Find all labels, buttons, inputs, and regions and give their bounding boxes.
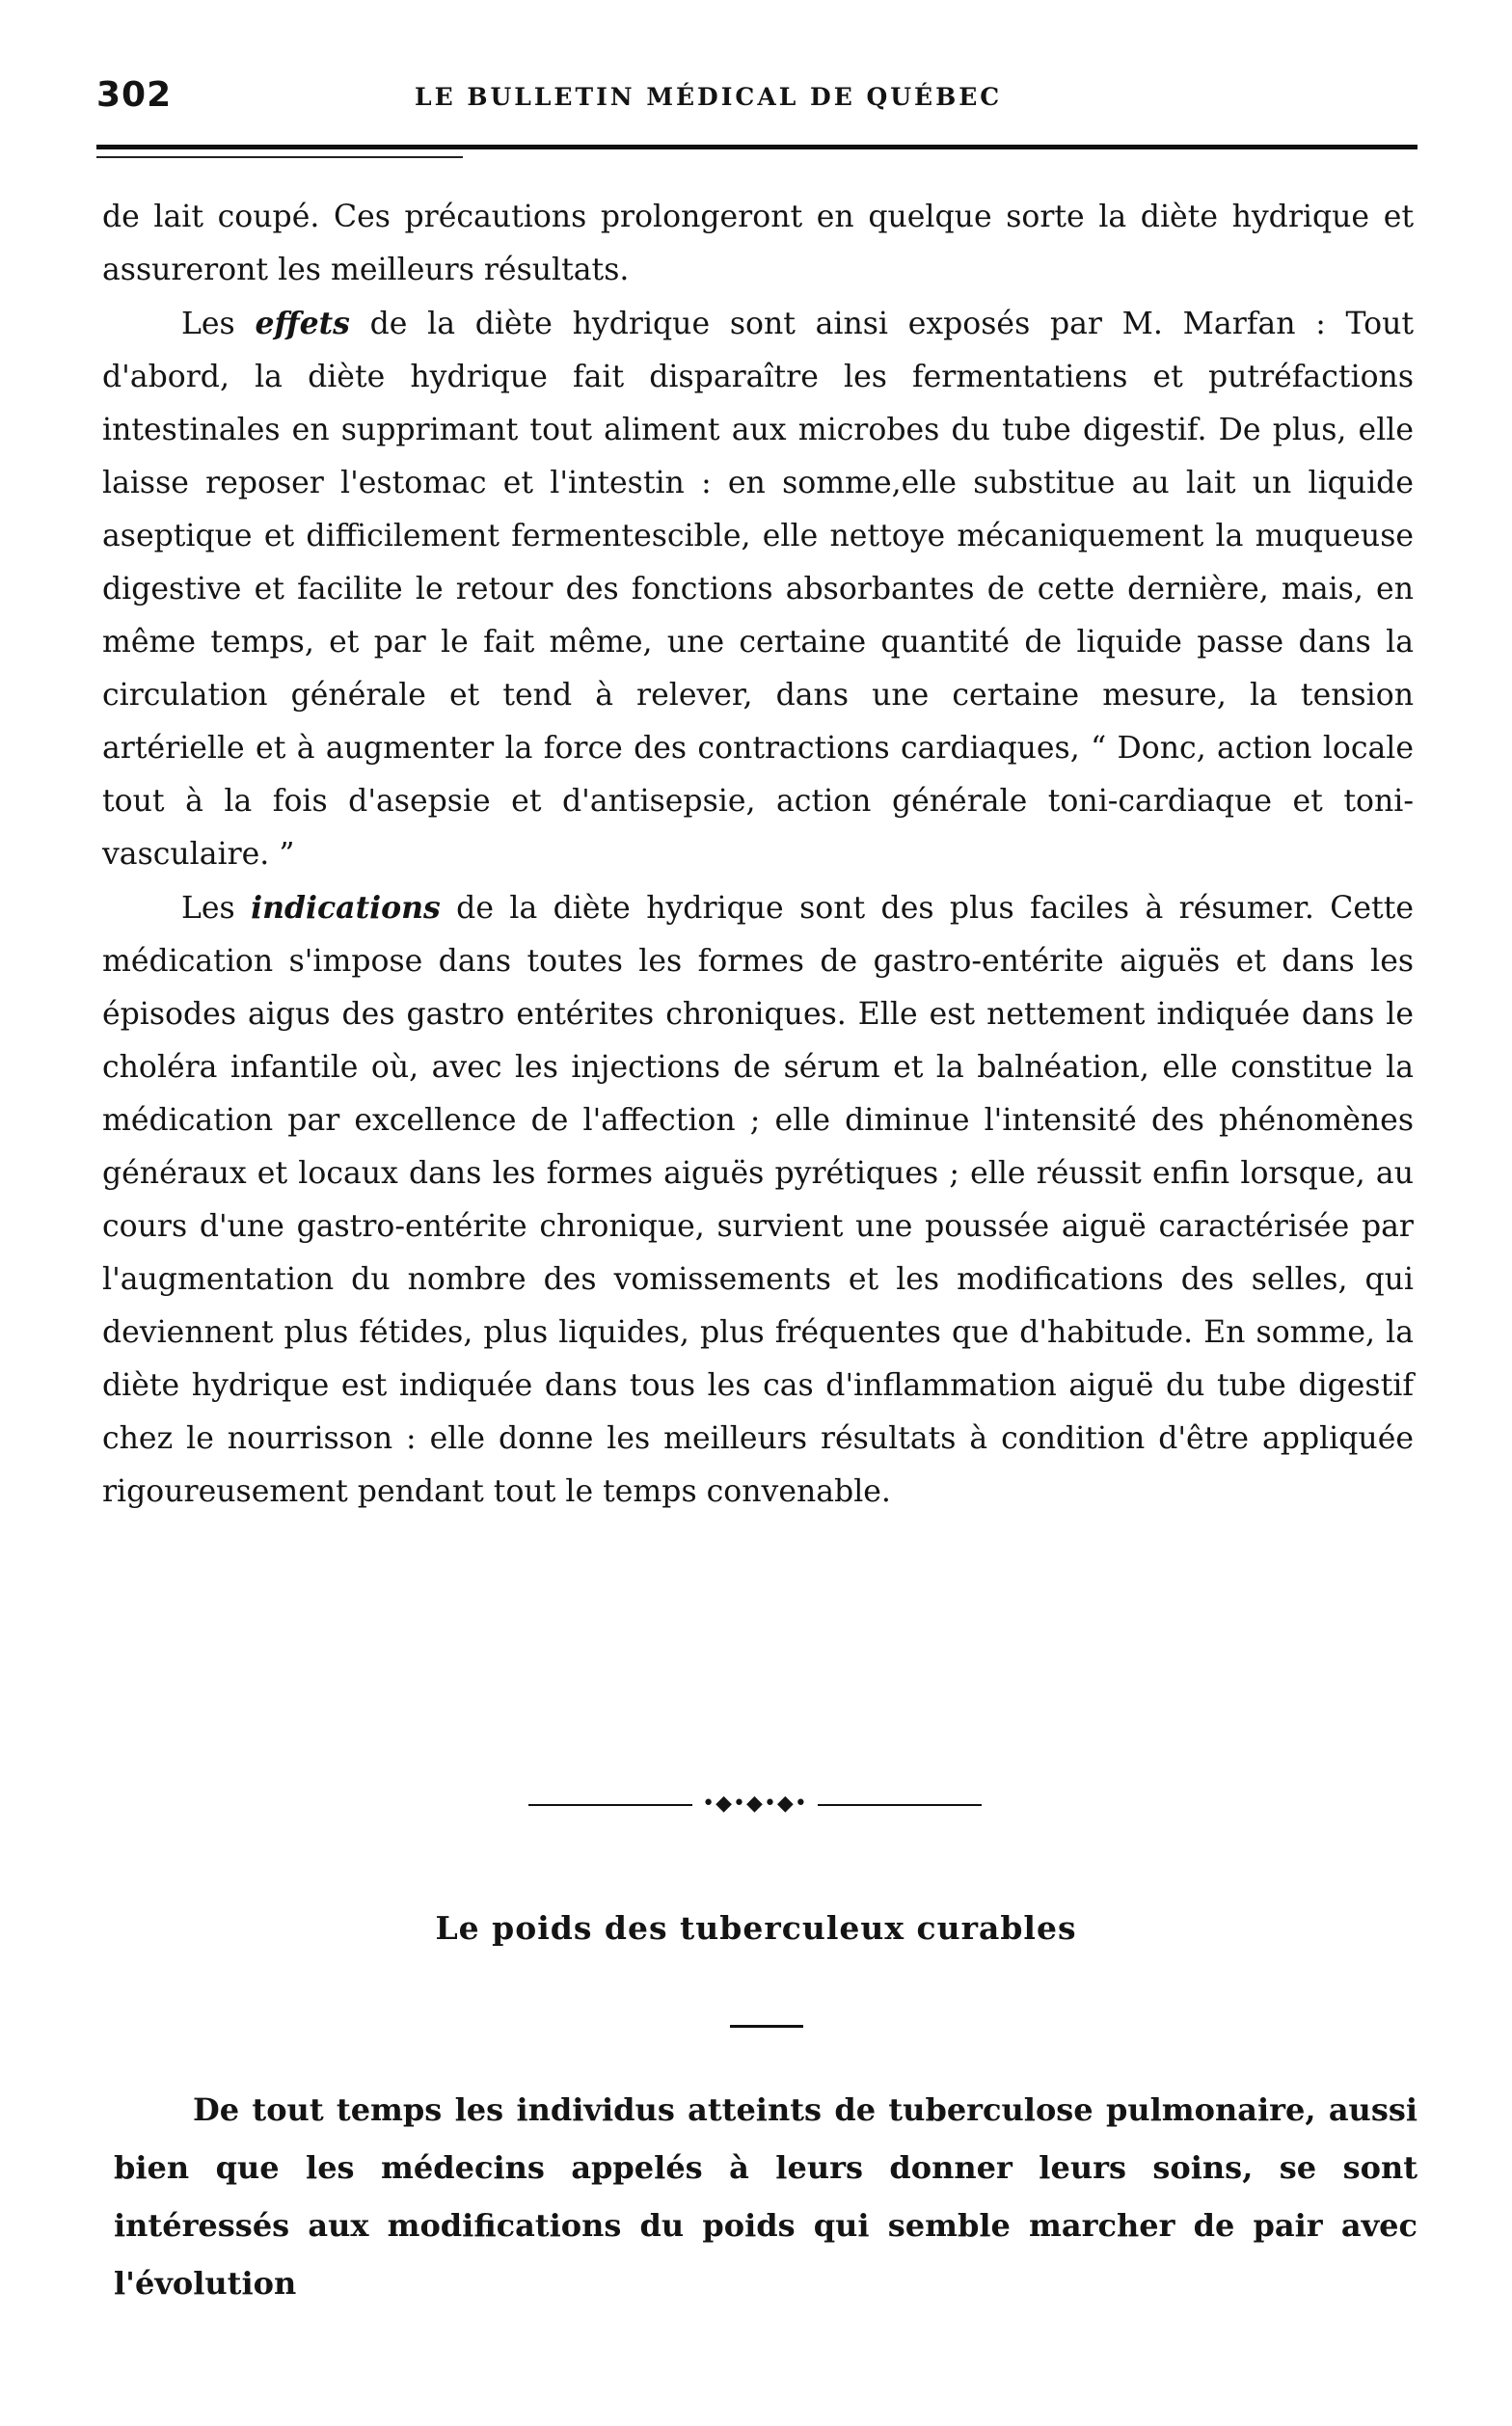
paragraph-2-text: de la diète hydrique sont ainsi exposés par M. Marfan : Tout d'abord, la diète hydrique fait disparaître les fermentatiens et putréfactions intestinales en supprimant tout aliment aux microbes du tube digestif. De plus, elle laisse reposer l'estomac et l'intestin : en somme,elle substitue au lait un liquide aseptique et difficilement fermentescible, elle nettoye mécaniquement la muqueuse digestive et facilite le retour des fonctions absorbantes de cette dernière, mais, en même temps, et par le fait même, une certaine quantité de liquide passe dans la circulation générale et tend à relever, dans une certaine mesure, la tension artérielle et à augmenter la force des contractions cardiaques, “ Donc, action locale tout à la fois d'asepsie et d'antisepsie, action générale toni-cardiaque et toni-vasculaire. ”	[102, 307, 1415, 872]
paragraph-3-text: de la diète hydrique sont des plus faciles à résumer. Cette médication s'impose dans toutes les formes de gastro-entérite aiguës et dans les épisodes aigus des gastro entérites chroniques. Elle est nettement indiquée dans le choléra infantile où, avec les injections de sérum et la balnéation, elle constitue la médication par excellence de l'affection ; elle diminue l'intensité des phénomènes généraux et locaux dans les formes aiguës pyrétiques ; elle réussit enfin lorsque, au cours d'une gastro-entérite chronique, survient une poussée aiguë caractérisée par l'augmentation du nombre des vomissements et les modifications des selles, qui deviennent plus fétides, plus liquides, plus fréquentes que d'habitude. En somme, la diète hydrique est indiquée dans tous les cas d'inflammation aiguë du tube digestif chez le nourrisson : elle donne les meilleurs résultats à condition d'être appliquée rigoureusement pendant tout le temps convenable.	[102, 891, 1414, 1509]
paragraph-3	[102, 881, 1414, 1519]
section-title-rule	[730, 2025, 803, 2028]
running-title: LE BULLETIN MÉDICAL DE QUÉBEC	[415, 83, 1003, 111]
paragraph-2-emphasis: effets	[255, 306, 350, 341]
section-divider-ornament	[528, 1793, 982, 1817]
page-number: 302	[96, 75, 173, 115]
paragraph-1: de lait coupé. Ces précautions prolongeront en quelque sorte la diète hydrique et assureront les meilleurs résultats.	[102, 200, 1414, 287]
header-rule-thin	[96, 156, 463, 158]
header-rule	[96, 145, 1418, 149]
section-body	[114, 2081, 1418, 2312]
article-body	[102, 191, 1414, 1519]
paragraph-2-lead: Les	[181, 307, 235, 341]
divider-ornament-icon: •◆•◆•◆•	[692, 1788, 818, 1820]
paragraph-3-lead: Les	[181, 891, 235, 926]
section-paragraph-1: De tout temps les individus atteints de tuberculose pulmonaire, aussi bien que les médecins appelés à leurs donner leurs soins, se sont intéressés aux modifications du poids qui semble marcher de pair avec l'évolution	[114, 2091, 1418, 2302]
paragraph-2	[102, 297, 1414, 881]
paragraph-3-emphasis: indications	[251, 890, 441, 926]
page-header	[96, 75, 1418, 123]
section-title: Le poids des tuberculeux curables	[435, 1909, 1077, 1947]
